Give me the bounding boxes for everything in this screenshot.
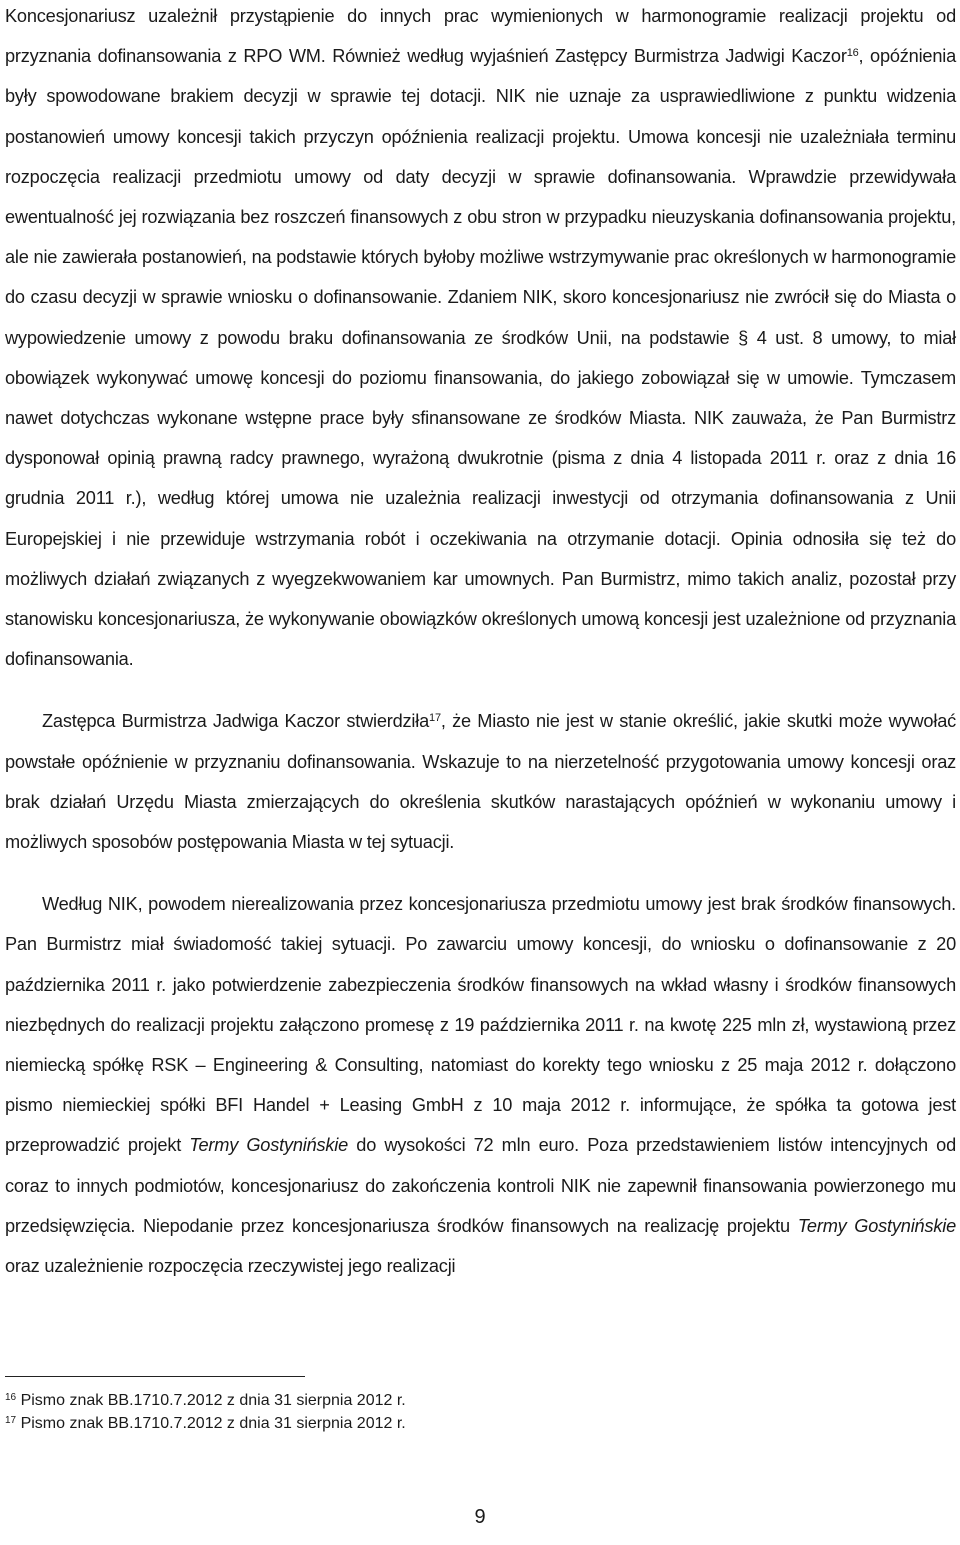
- footnote-number: 16: [5, 1392, 17, 1403]
- paragraph-3: [5, 884, 956, 1286]
- footnote-number: 17: [5, 1415, 17, 1426]
- project-name-italic: Termy Gostynińskie: [797, 1215, 956, 1236]
- paragraph-2: [5, 701, 956, 862]
- document-body: [5, 0, 956, 1286]
- page-number: 9: [474, 1506, 486, 1528]
- project-name-italic: Termy Gostynińskie: [189, 1135, 349, 1156]
- footnote-17: [5, 1412, 956, 1435]
- footnote-16: [5, 1389, 956, 1412]
- paragraph-1: [5, 0, 956, 679]
- text-run: Zastępca Burmistrza Jadwiga Kaczor stwierdziła: [42, 711, 430, 732]
- footnote-ref-17[interactable]: 17: [429, 712, 441, 725]
- text-run: , opóźnienia były spowodowane brakiem decyzji w sprawie tej dotacji. NIK nie uznaje za usprawiedliwione z punktu widzenia postanowień umowy koncesji takich przyczyn opóźnienia realizacji projektu. Umowa koncesji nie uzależniała terminu rozpoczęcia realizacji przedmiotu umowy od daty decyzji w sprawie dofinansowania. Wprawdzie przewidywała ewentualność jej rozwiązania bez roszczeń finansowych z obu stron w przypadku nieuzyskania dofinansowania projektu, ale nie zawierała postanowień, na podstawie których byłoby możliwe wstrzymywanie prac określonych w harmonogramie do czasu decyzji w sprawie wniosku o dofinansowanie. Zdaniem NIK, skoro koncesjonariusz nie zwrócił się do Miasta o wypowiedzenie umowy z powodu braku dofinansowania ze środków Unii, na podstawie § 4 ust. 8 umowy, to miał obowiązek wykonywać umowę koncesji do poziomu finansowania, do jakiego zobowiązał się w umowie. Tymczasem nawet dotychczas wykonane wstępne prace były sfinansowane ze środków Miasta. NIK zauważa, że Pan Burmistrz dysponował opinią prawną radcy prawnego, wyrażoną dwukrotnie (pisma z dnia 4 listopada 2011 r. oraz z dnia 16 grudnia 2011 r.), według której umowa nie uzależnia realizacji inwestycji od otrzymania dofinansowania z Unii Europejskiej i nie przewiduje wstrzymania robót i oczekiwania na otrzymanie dotacji. Opinia odnosiła się też do możliwych działań związanych z wyegzekwowaniem kar umownych. Pan Burmistrz, mimo takich analiz, pozostał przy stanowisku koncesjonariusza, że wykonywanie obowiązków określonych umową koncesji jest uzależnione od przyznania dofinansowania.: [5, 46, 957, 670]
- footnotes-section: [5, 1376, 956, 1435]
- text-run: Według NIK, powodem nierealizowania przez koncesjonariusza przedmiotu umowy jest brak środków finansowych. Pan Burmistrz miał świadomość takiej sytuacji. Po zawarciu umowy koncesji, do wniosku o dofinansowanie z 20 października 2011 r. jako potwierdzenie zabezpieczenia środków finansowych na wkład własny i środków finansowych niezbędnych do realizacji projektu załączono promesę z 19 października 2011 r. na kwotę 225 mln zł, wystawioną przez niemiecką spółkę RSK – Engineering & Consulting, natomiast do korekty tego wniosku z 25 maja 2012 r. dołączono pismo niemieckiej spółki BFI Handel + Leasing GmbH z 10 maja 2012 r. informujące, że spółka ta gotowa jest przeprowadzić projekt: [5, 894, 956, 1156]
- text-run: oraz uzależnienie rozpoczęcia rzeczywistej jego realizacji: [5, 1256, 456, 1277]
- footnote-separator: [5, 1376, 305, 1377]
- text-run: Koncesjonariusz uzależnił przystąpienie do innych prac wymienionych w harmonogramie realizacji projektu od przyznania dofinansowania z RPO WM. Również według wyjaśnień Zastępcy Burmistrza Jadwigi Kaczor: [5, 6, 956, 67]
- text-run: , że Miasto nie jest w stanie określić, jakie skutki może wywołać powstałe opóźnienie w przyznaniu dofinansowania. Wskazuje to na nierzetelność przygotowania umowy koncesji oraz brak działań Urzędu Miasta zmierzających do określenia skutków narastających opóźnień w wykonaniu umowy i możliwych sposobów postępowania Miasta w tej sytuacji.: [5, 711, 956, 853]
- text-run: do wysokości 72 mln euro. Poza przedstawieniem listów intencyjnych od coraz to innych podmiotów, koncesjonariusz do zakończenia kontroli NIK nie zapewnił finansowania powierzonego mu przedsięwzięcia. Niepodanie przez koncesjonariusza środków finansowych na realizację projektu: [5, 1135, 957, 1236]
- footnote-ref-16[interactable]: 16: [846, 47, 859, 60]
- footnote-text: Pismo znak BB.1710.7.2012 z dnia 31 sierpnia 2012 r.: [20, 1415, 406, 1432]
- footnote-text: Pismo znak BB.1710.7.2012 z dnia 31 sierpnia 2012 r.: [20, 1392, 406, 1409]
